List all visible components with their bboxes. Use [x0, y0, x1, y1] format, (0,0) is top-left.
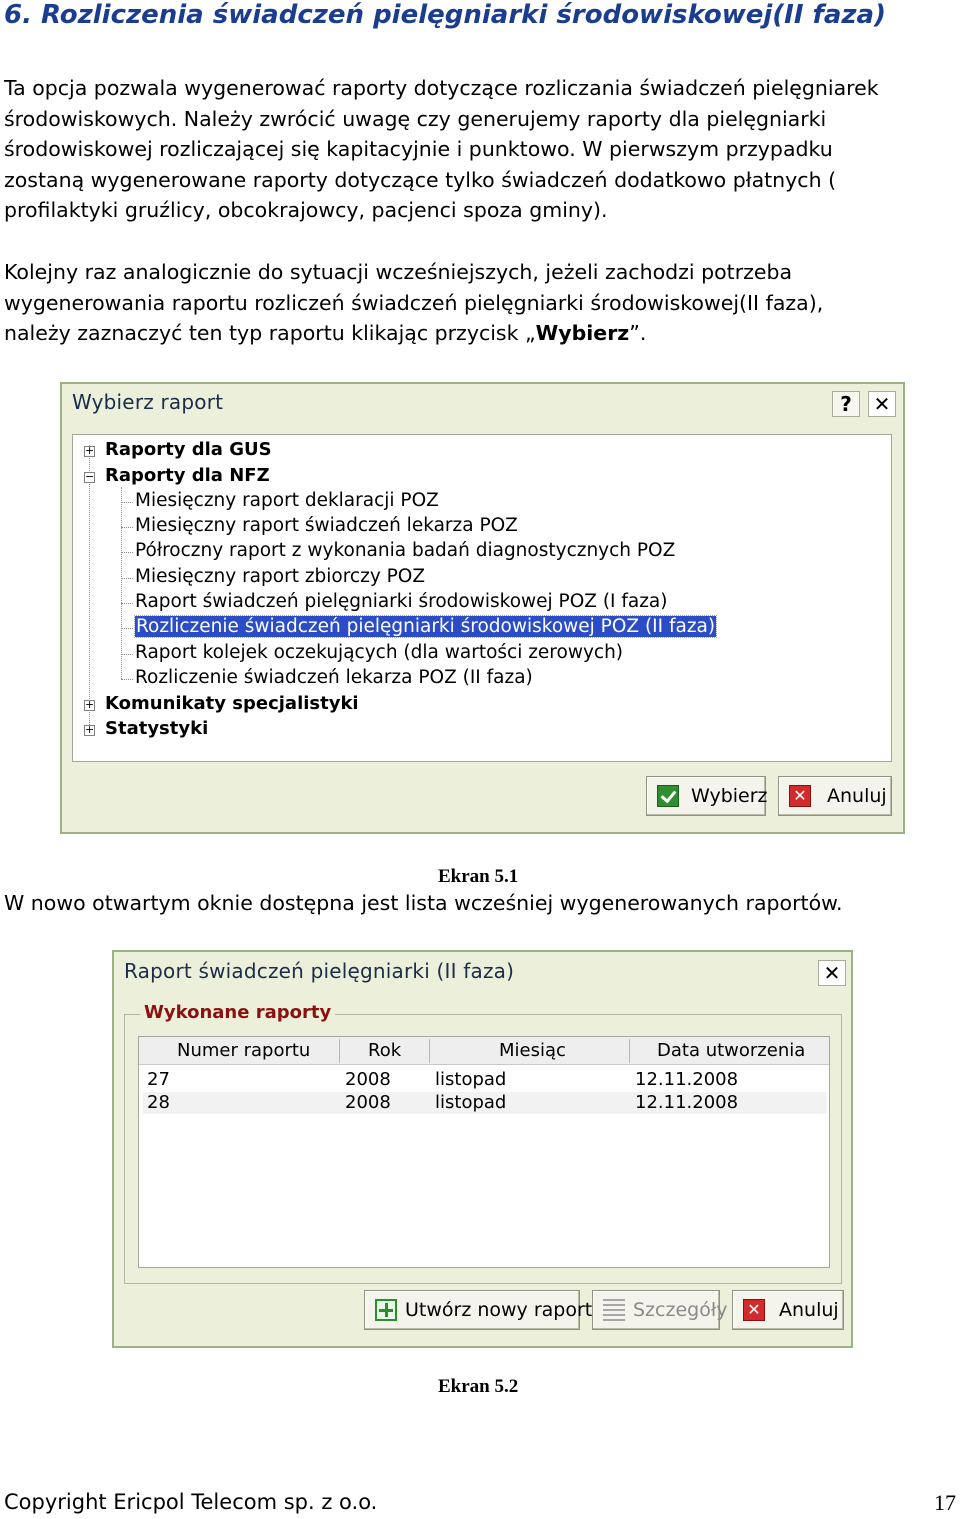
report-tree[interactable]	[72, 434, 892, 762]
paragraph-line: Kolejny raz analogicznie do sytuacji wcześniejszych, jeżeli zachodzi potrzeba	[4, 260, 793, 284]
table-row[interactable]	[143, 1092, 827, 1114]
tree-connector	[121, 679, 133, 680]
cell-year: 2008	[345, 1092, 391, 1113]
tree-item-report[interactable]: Rozliczenie świadczeń lekarza POZ (II faza)	[135, 667, 533, 688]
cancel-button-label: Anuluj	[779, 1299, 839, 1321]
reports-list[interactable]	[138, 1036, 830, 1268]
checkmark-icon	[657, 785, 679, 807]
cancel-icon: ✕	[743, 1299, 765, 1321]
paragraph-line	[4, 318, 823, 349]
figure-caption: Ekran 5.1	[438, 866, 519, 887]
cell-month: listopad	[435, 1069, 507, 1090]
tree-connector	[121, 578, 133, 579]
cancel-button[interactable]	[778, 776, 892, 816]
select-button[interactable]	[646, 776, 766, 816]
details-button[interactable]	[592, 1290, 728, 1330]
table-row[interactable]	[143, 1069, 827, 1091]
dialog-title: Raport świadczeń pielęgniarki (II faza)	[124, 959, 515, 983]
nurse-report-dialog	[112, 950, 853, 1348]
dialog-title: Wybierz raport	[72, 390, 224, 414]
close-button[interactable]: ✕	[818, 960, 846, 986]
paragraph-line: profilaktyki gruźlicy, obcokrajowcy, pacjenci spoza gminy).	[4, 198, 608, 222]
close-button[interactable]: ✕	[868, 391, 896, 417]
tree-item-report[interactable]: Miesięczny raport zbiorczy POZ	[135, 566, 426, 587]
expand-plus-icon[interactable]: +	[85, 698, 95, 711]
tree-connector	[121, 487, 122, 679]
select-button-label: Wybierz	[691, 785, 768, 807]
tree-connector	[121, 603, 133, 604]
paragraph-line: wygenerowania raportu rozliczeń świadczeń pielęgniarki środowiskowej(II faza),	[4, 290, 824, 315]
paragraph-line: środowiskowej rozliczającej się kapitacyjnie i punktowo. W pierwszym przypadku	[4, 137, 833, 161]
copyright-notice: Copyright Ericpol Telecom sp. z o.o.	[4, 1490, 378, 1514]
tree-item-report[interactable]: Miesięczny raport świadczeń lekarza POZ	[135, 515, 518, 536]
column-header-month[interactable]: Miesiąc	[499, 1040, 566, 1061]
column-header-created[interactable]: Data utworzenia	[657, 1040, 806, 1061]
details-icon	[603, 1299, 625, 1321]
tree-connector	[121, 527, 133, 528]
instruction-paragraph	[4, 257, 823, 349]
cell-month: listopad	[435, 1092, 507, 1113]
tree-item-report[interactable]: Raport kolejek oczekujących (dla wartości zerowych)	[135, 642, 624, 663]
figure-caption: Ekran 5.2	[438, 1376, 519, 1397]
button-name-emphasis: Wybierz	[535, 321, 630, 345]
section-heading: 6. Rozliczenia świadczeń pielęgniarki środowiskowej(II faza)	[4, 0, 886, 30]
details-button-label: Szczegóły	[633, 1299, 728, 1321]
cell-number: 28	[147, 1092, 170, 1113]
cancel-icon: ✕	[789, 785, 811, 807]
paragraph-line: Ta opcja pozwala wygenerować raporty dotyczące rozliczania świadczeń pielęgniarek	[4, 76, 879, 100]
column-separator	[429, 1039, 430, 1063]
column-header-number[interactable]: Numer raportu	[177, 1040, 311, 1061]
tree-item-report[interactable]: Półroczny raport z wykonania badań diagnostycznych POZ	[135, 540, 676, 561]
intro-paragraph	[4, 73, 879, 226]
tree-node-statistics[interactable]: Statystyki	[105, 718, 209, 739]
paragraph-text: należy zaznaczyć ten typ raportu klikając przycisk „	[4, 321, 536, 345]
help-button[interactable]: ?	[832, 391, 860, 417]
tree-item-report[interactable]: Miesięczny raport deklaracji POZ	[135, 490, 439, 511]
tree-connector	[121, 654, 133, 655]
tree-connector	[121, 628, 133, 629]
paragraph-line: środowiskowych. Należy zwrócić uwagę czy generujemy raporty dla pielęgniarki	[4, 106, 827, 131]
tree-connector	[121, 552, 133, 553]
tree-connector	[89, 445, 90, 731]
list-header	[139, 1037, 829, 1065]
list-paragraph: W nowo otwartym oknie dostępna jest lista wcześniej wygenerowanych raportów.	[4, 891, 843, 915]
expand-plus-icon[interactable]: +	[85, 444, 95, 457]
tree-node-gus[interactable]: Raporty dla GUS	[105, 439, 272, 460]
group-label: Wykonane raporty	[140, 1002, 335, 1023]
tree-item-selected[interactable]: Rozliczenie świadczeń pielęgniarki środowiskowej POZ (II faza)	[136, 616, 716, 637]
tree-node-nfz[interactable]: Raporty dla NFZ	[105, 465, 270, 486]
cell-created: 12.11.2008	[635, 1069, 739, 1090]
cell-created: 12.11.2008	[635, 1092, 739, 1113]
collapse-minus-icon[interactable]: −	[85, 470, 95, 483]
column-separator	[339, 1039, 340, 1063]
tree-node-specialists[interactable]: Komunikaty specjalistyki	[105, 693, 359, 714]
cell-number: 27	[147, 1069, 170, 1090]
paragraph-text: ”.	[629, 321, 647, 345]
cell-year: 2008	[345, 1069, 391, 1090]
cancel-button-label: Anuluj	[827, 785, 887, 807]
column-header-year[interactable]: Rok	[368, 1040, 402, 1061]
create-button-label: Utwórz nowy raport	[405, 1299, 593, 1321]
page-number: 17	[934, 1490, 956, 1515]
add-icon	[375, 1299, 397, 1321]
create-new-report-button[interactable]	[364, 1290, 593, 1330]
tree-connector	[121, 502, 133, 503]
cancel-button[interactable]	[732, 1290, 844, 1330]
tree-item-report[interactable]: Raport świadczeń pielęgniarki środowiskowej POZ (I faza)	[135, 591, 668, 612]
expand-plus-icon[interactable]: +	[85, 723, 95, 736]
column-separator	[629, 1039, 630, 1063]
paragraph-line: zostaną wygenerowane raporty dotyczące tylko świadczeń dodatkowo płatnych (	[4, 167, 837, 192]
